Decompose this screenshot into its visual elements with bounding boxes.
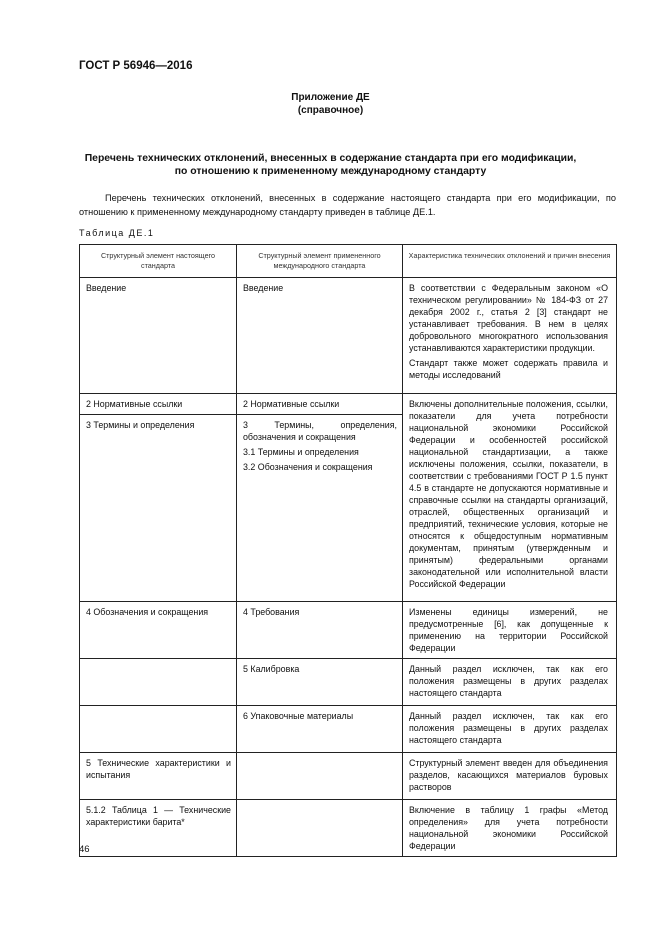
cell-paragraph: 3 Термины, определения, обозначения и сокращения [243,420,397,442]
table-row [80,659,617,706]
table-cell [237,753,403,800]
header-cell-current-element: Структурный элемент настоящего стандарта [80,245,237,278]
table-cell: Введение [80,278,237,394]
appendix-subtitle: (справочное) [297,105,364,116]
table-cell [80,706,237,753]
table-cell: Данный раздел исключен, так как его положения размещены в других разделах настоящего стандарта [403,659,617,706]
table-header-row [80,245,617,278]
table-cell: 6 Упаковочные материалы [237,706,403,753]
table-cell: 4 Требования [237,602,403,659]
table-cell [403,278,617,394]
table-row [80,706,617,753]
table-cell [80,659,237,706]
table-caption: Таблица ДЕ.1 [79,228,155,238]
table-cell: 5 Калибровка [237,659,403,706]
table-cell: Введение [237,278,403,394]
standard-designation: ГОСТ Р 56946—2016 [79,60,193,72]
appendix-title: Приложение ДЕ [291,92,370,103]
table-cell [237,415,403,602]
cell-paragraph: В соответствии с Федеральным законом «О техническом регулировании» № 184-ФЗ от 27 декабря 2002 г., статья 2 [3] стандарт не устанавливает требования. В нем в целях добровольного многократного использования устанавливаются характеристики продукции. [409,283,608,353]
table-cell: 4 Обозначения и сокращения [80,602,237,659]
table-row [80,753,617,800]
table-cell: 5 Технические характеристики и испытания [80,753,237,800]
table-cell [237,800,403,857]
section-title [60,152,601,178]
intro-paragraph: Перечень технических отклонений, внесенных в содержание настоящего стандарта при его модификации, по отношению к примененному международному стандарту приведен в таблице ДЕ.1. [79,193,616,217]
cell-paragraph: 3.1 Термины и определения [243,447,359,457]
table-cell: Структурный элемент введен для объединения разделов, касающихся материалов буровых растворов [403,753,617,800]
cell-paragraph: Стандарт также может содержать правила и методы исследований [409,358,608,380]
deviations-table [79,244,617,857]
section-title-line-2: по отношению к примененному международному стандарту [174,166,487,177]
table-row [80,800,617,857]
table-cell-merged: Включены дополнительные положения, ссылки, показатели для учета потребности национальной экономики Российской Федерации и особенностей российской национальной стандартизации, а также исключены положения, ссылки, показатели, в соответствии с требованиями ГОСТ Р 1.5 пункт 4.5 в стандарте не допускаются нормативные и справочные ссылки на стандарты организаций, отраслей, общественных организаций и предприятий, технические условия, которые не относятся к общедоступным нормативным документам, принятым (утвержденным и принятым) федеральными органами законодательной или исполнительной власти Российской Федерации [403,394,617,602]
header-cell-international-element: Структурный элемент примененного международного стандарта [237,245,403,278]
header-cell-deviation-description: Характеристика технических отклонений и причин внесения [403,245,617,278]
table-cell: Данный раздел исключен, так как его положения размещены в других разделах настоящего стандарта [403,706,617,753]
appendix-heading [0,91,661,117]
table-cell: 3 Термины и определения [80,415,237,602]
table-cell: 2 Нормативные ссылки [80,394,237,415]
table-row [80,394,617,415]
table-cell: Изменены единицы измерений, не предусмотренные [6], как допущенные к применению на территории Российской Федерации [403,602,617,659]
table-cell: 5.1.2 Таблица 1 — Технические характеристики барита* [80,800,237,857]
table-cell: 2 Нормативные ссылки [237,394,403,415]
table-row [80,278,617,394]
page-number: 46 [79,844,90,855]
cell-paragraph: 3.2 Обозначения и сокращения [243,462,373,472]
table-row [80,602,617,659]
table-cell: Включение в таблицу 1 графы «Метод определения» для учета потребности национальной экономики Российской Федерации [403,800,617,857]
section-title-line-1: Перечень технических отклонений, внесенных в содержание стандарта при его модификации, [84,153,577,164]
